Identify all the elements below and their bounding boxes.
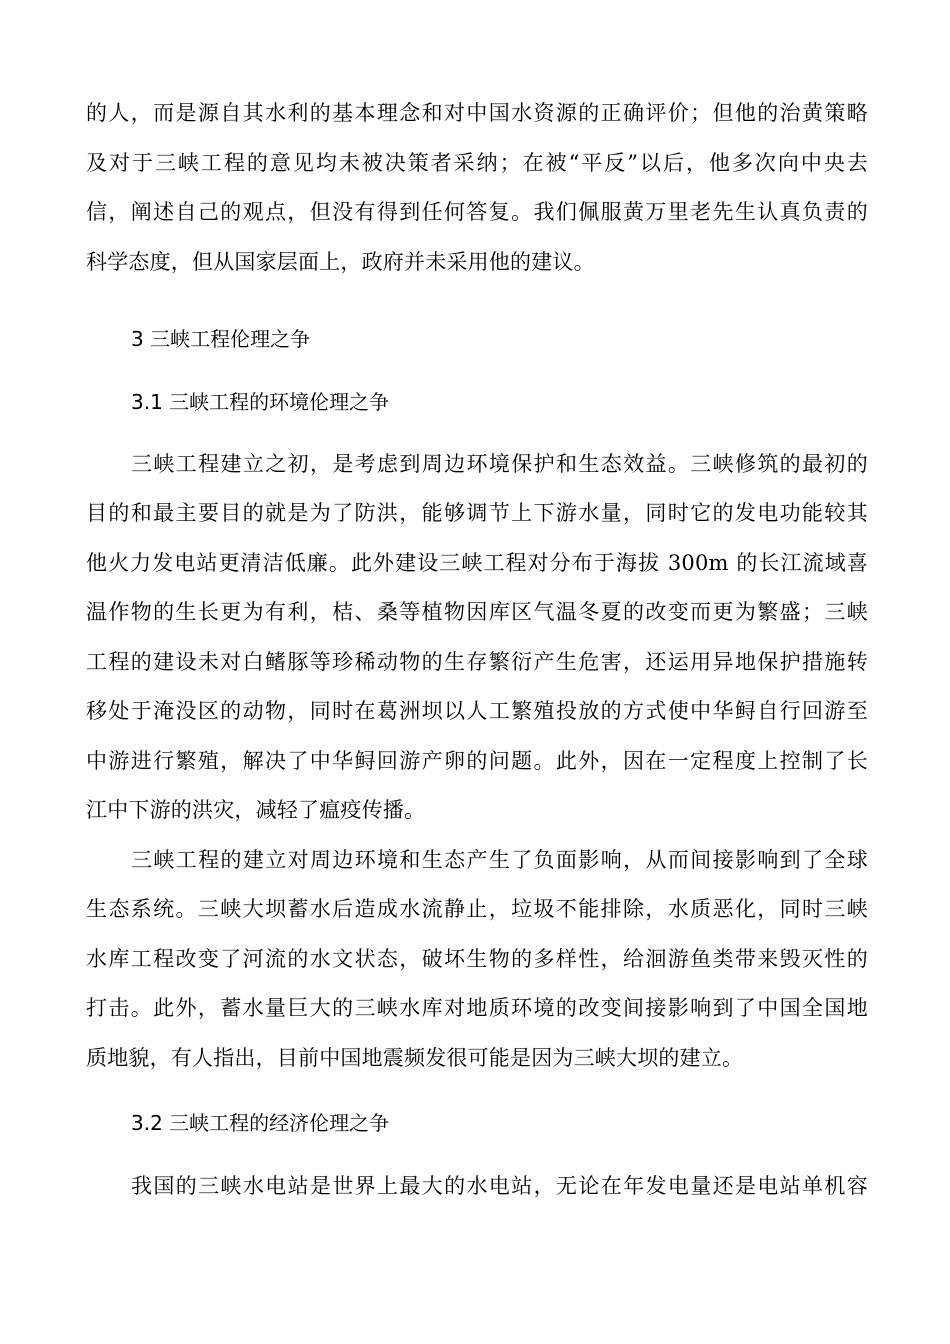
- paragraph-line: 及对于三峡工程的意见均未被决策者采纳；在被“平反”以后，他多次向中央去: [86, 151, 868, 175]
- paragraph-line: 质地貌，有人指出，目前中国地震频发很可能是因为三峡大坝的建立。: [86, 1046, 744, 1070]
- paragraph-line: 水库工程改变了河流的水文状态，破坏生物的多样性，给洄游鱼类带来毁灭性的: [86, 947, 868, 971]
- paragraph-line: 打击。此外，蓄水量巨大的三峡水库对地质环境的改变间接影响到了中国全国地: [86, 996, 868, 1020]
- paragraph-line: 他火力发电站更清洁低廉。此外建设三峡工程对分布于海拔 300m 的长江流域喜: [86, 551, 868, 575]
- subsection-heading: 3.2 三峡工程的经济伦理之争: [131, 1111, 390, 1135]
- paragraph-line: 我国的三峡水电站是世界上最大的水电站，无论在年发电量还是电站单机容: [131, 1174, 868, 1198]
- paragraph-line: 目的和最主要目的就是为了防洪，能够调节上下游水量，同时它的发电功能较其: [86, 501, 868, 525]
- paragraph-line: 生态系统。三峡大坝蓄水后造成水流静止，垃圾不能排除，水质恶化，同时三峡: [86, 897, 868, 921]
- paragraph-line: 三峡工程建立之初，是考虑到周边环境保护和生态效益。三峡修筑的最初的: [131, 452, 868, 476]
- paragraph-line: 温作物的生长更为有利，桔、桑等植物因库区气温冬夏的改变而更为繁盛；三峡: [86, 600, 868, 624]
- section-heading: 3 三峡工程伦理之争: [131, 327, 311, 351]
- paragraph-line: 信，阐述自己的观点，但没有得到任何答复。我们佩服黄万里老先生认真负责的: [86, 200, 868, 224]
- paragraph-line: 江中下游的洪灾，减轻了瘟疫传播。: [86, 798, 426, 822]
- paragraph-line: 中游进行繁殖，解决了中华鲟回游产卵的问题。此外，因在一定程度上控制了长: [86, 749, 868, 773]
- subsection-heading: 3.1 三峡工程的环境伦理之争: [131, 390, 390, 414]
- paragraph-line: 的人，而是源自其水利的基本理念和对中国水资源的正确评价；但他的治黄策略: [86, 101, 868, 125]
- paragraph-line: 三峡工程的建立对周边环境和生态产生了负面影响，从而间接影响到了全球: [131, 848, 868, 872]
- paragraph-line: 工程的建设未对白鳍豚等珍稀动物的生存繁衍产生危害，还运用异地保护措施转: [86, 650, 868, 674]
- paragraph-line: 移处于淹没区的动物，同时在葛洲坝以人工繁殖投放的方式使中华鲟自行回游至: [86, 699, 868, 723]
- paragraph-line: 科学态度，但从国家层面上，政府并未采用他的建议。: [86, 250, 595, 274]
